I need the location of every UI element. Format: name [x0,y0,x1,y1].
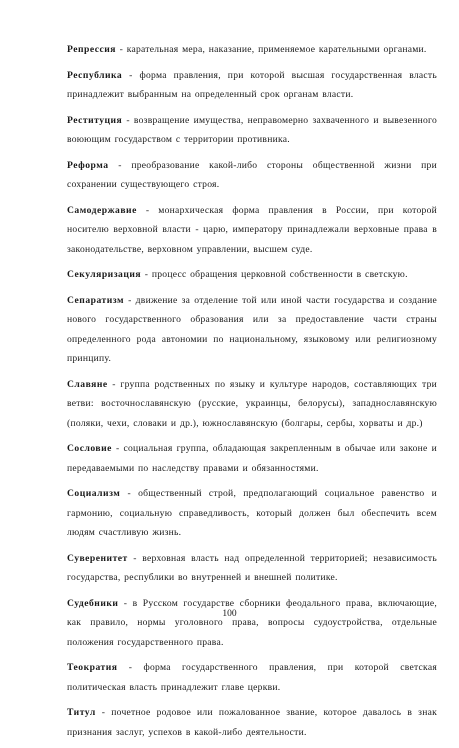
entry-definition: - преобразование какой-либо стороны общественной жизни при сохранении существующего строя. [67,159,437,190]
entry-term: Судебники [67,597,119,609]
entry-definition: - движение за отделение той или иной части государства и создание нового государственного образования или за предоставление части страны определенного рода автономии по национальному, языковому или религиозному принципу. [67,294,437,364]
entry-term: Республика [67,69,123,81]
entry-term: Сепаратизм [67,294,125,306]
entry-term: Самодержавие [67,204,137,216]
glossary-page [67,40,437,748]
entry-definition: - группа родственных по языку и культуре народов, составляющих три ветви: восточнославянскую (русские, украинцы, белорусы), западнославянскую (поляки, чехи, словаки и др.), южнославянскую (болгары, сербы, хорваты и др.) [67,378,437,429]
entry-term: Реституция [67,114,123,126]
glossary-entry [67,201,437,260]
entry-definition: - общественный строй, предполагающий социальное равенство и гармонию, социальную справедливость, который должен был обеспечить всем людям счастливую жизнь. [67,488,437,538]
entry-definition: - социальная группа, обладающая закрепленным в обычае или законе и передаваемыми по наследству правами и обязанностями. [67,443,437,474]
entry-definition: - форма государственного правления, при которой светская политическая власть принадлежит главе церкви. [67,662,437,693]
entry-term: Титул [67,707,96,718]
glossary-entry [67,66,437,105]
glossary-entry [67,594,437,653]
glossary-entry [67,658,437,697]
entry-definition: - в Русском государстве сборники феодального права, включающие, как правило, нормы уголовного права, вопросы судоустройства, отдельные положения государственного права. [67,597,437,648]
glossary-entry [67,265,437,285]
glossary-entry [67,291,437,369]
page-number: 100 [222,609,237,619]
entry-term: Реформа [67,159,109,171]
entry-definition: - монархическая форма правления в России, при которой носителю верховной власти - царю, императору принадлежали верховные права в законодательстве, верховном управлении, высшем суде. [67,204,437,255]
entry-term: Репрессия [67,44,116,55]
entry-term: Секуляризация [67,269,142,280]
entry-definition: - возвращение имущества, неправомерно захваченного и вывезенного воюющим государством с территории противника. [67,114,437,145]
entry-term: Социализм [67,488,121,499]
glossary-entry [67,703,437,742]
glossary-entry [67,484,437,543]
entry-definition: - почетное родовое или пожалованное звание, которое давалось в знак признания заслуг, успехов в какой-либо деятельности. [67,707,437,738]
glossary-entry [67,156,437,195]
entry-definition: - форма правления, при которой высшая государственная власть принадлежит выбранным на определенный срок органам власти. [67,69,437,100]
glossary-entry [67,375,437,434]
glossary-entry [67,549,437,588]
entry-term: Славяне [67,378,108,390]
entry-definition: - карательная мера, наказание, применяемое карательными органами. [115,44,427,55]
entry-definition: - верховная власть над определенной территорией; независимость государства, республики во внутренней и внешней политике. [67,552,437,583]
glossary-entry [67,40,437,60]
entry-definition: - процесс обращения церковной собственности в светскую. [141,269,408,280]
entry-term: Теократия [67,662,118,673]
glossary-entry [67,439,437,478]
entry-term: Сословие [67,443,112,454]
glossary-entry [67,111,437,150]
entry-term: Суверенитет [67,552,128,564]
